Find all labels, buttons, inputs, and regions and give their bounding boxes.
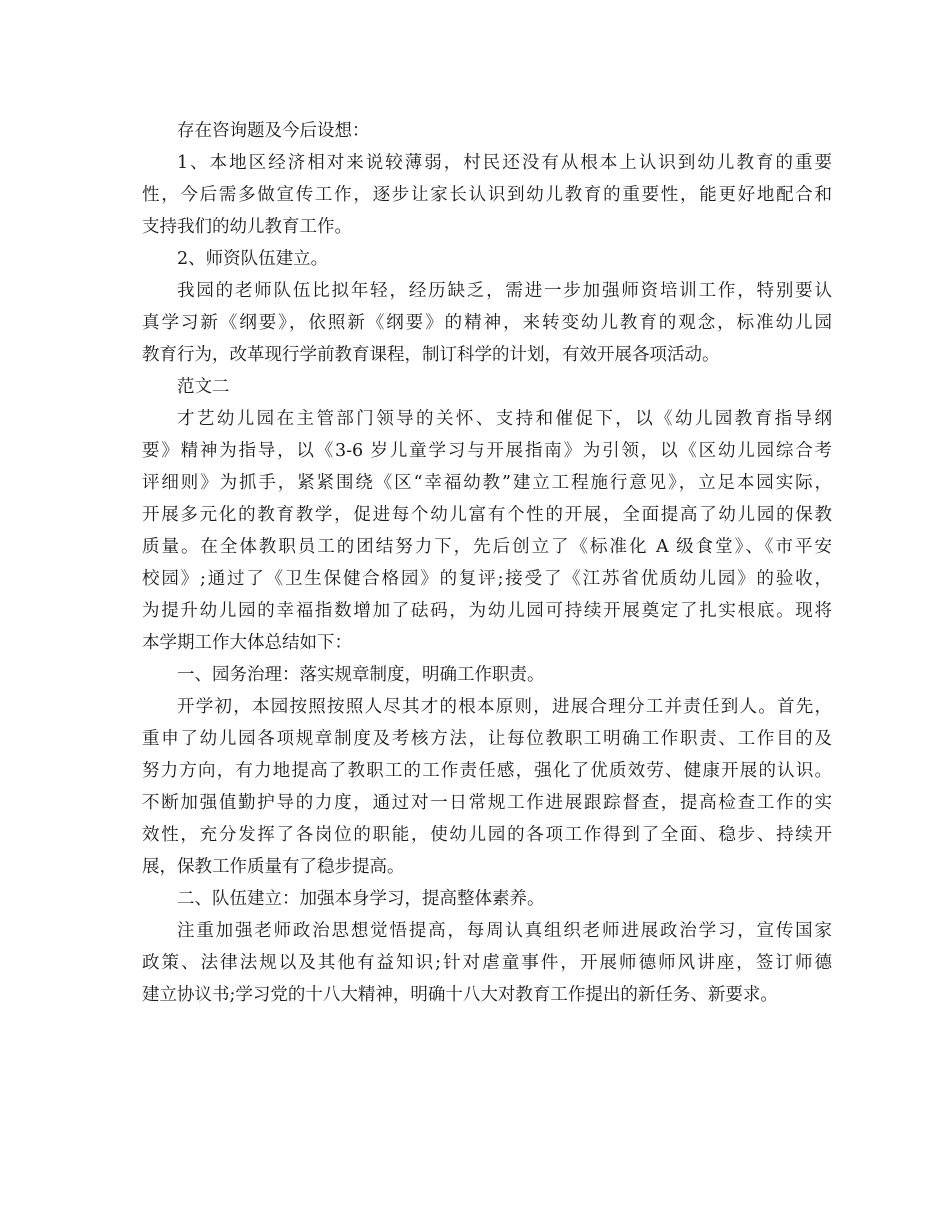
text-line: 要》精神为指导，以《3-6 岁儿童学习与开展指南》为引领，以《区幼儿园综合考 (142, 441, 832, 461)
text-line: 本学期工作大体总结如下： (142, 633, 352, 653)
paragraph (142, 115, 832, 147)
text-line: 校园》;通过了《卫生保健合格园》的复评;接受了《江苏省优质幼儿园》的验收， (142, 569, 832, 589)
text-line: 建立协议书;学习党的十八大精神，明确十八大对教育工作提出的新任务、新要求。 (142, 985, 778, 1005)
paragraph (142, 243, 832, 275)
text-line: 为提升幼儿园的幸福指数增加了砝码，为幼儿园可持续开展奠定了扎实根底。现将 (142, 601, 832, 621)
text-line: 评细则》为抓手，紧紧围绕《区“幸福幼教”建立工程施行意见》，立足本园实际， (142, 473, 832, 493)
paragraph (142, 371, 832, 403)
text-line: 存在咨询题及今后设想： (177, 121, 370, 141)
paragraph (142, 275, 832, 371)
text-line: 性，今后需多做宣传工作，逐步让家长认识到幼儿教育的重要性，能更好地配合和 (142, 185, 832, 205)
text-line: 我园的老师队伍比拟年轻，经历缺乏，需进一步加强师资培训工作，特别要认 (177, 281, 832, 301)
text-line: 开展多元化的教育教学，促进每个幼儿富有个性的开展，全面提高了幼儿园的保教 (142, 505, 832, 525)
paragraph (142, 659, 832, 691)
text-line: 展，保教工作质量有了稳步提高。 (142, 857, 405, 877)
text-line: 二、队伍建立：加强本身学习，提高整体素养。 (177, 889, 545, 909)
text-line: 质量。在全体教职员工的团结努力下，先后创立了《标准化 A 级食堂》、《市平安 (142, 537, 832, 557)
text-line: 重申了幼儿园各项规章制度及考核方法，让每位教职工明确工作职责、工作目的及 (142, 729, 832, 749)
text-line: 政策、法律法规以及其他有益知识;针对虐童事件，开展师德师风讲座，签订师德 (142, 953, 832, 973)
text-line: 开学初，本园按照按照人尽其才的根本原则，进展合理分工并责任到人。首先， (177, 697, 832, 717)
paragraph (142, 147, 832, 243)
text-line: 真学习新《纲要》，依照新《纲要》的精神，来转变幼儿教育的观念，标准幼儿园 (142, 313, 832, 333)
text-line: 注重加强老师政治思想觉悟提高，每周认真组织老师进展政治学习，宣传国家 (177, 921, 832, 941)
paragraph (142, 915, 832, 1011)
text-line: 1、本地区经济相对来说较薄弱，村民还没有从根本上认识到幼儿教育的重要 (177, 153, 832, 173)
text-line: 不断加强值勤护导的力度，通过对一日常规工作进展跟踪督查，提高检查工作的实 (142, 793, 832, 813)
text-line: 努力方向，有力地提高了教职工的工作责任感，强化了优质效劳、健康开展的认识。 (142, 761, 832, 781)
text-line: 2、师资队伍建立。 (177, 249, 329, 269)
paragraph (142, 883, 832, 915)
text-line: 才艺幼儿园在主管部门领导的关怀、支持和催促下，以《幼儿园教育指导纲 (177, 409, 832, 429)
text-line: 范文二 (177, 377, 230, 397)
paragraph (142, 403, 832, 659)
text-line: 教育行为，改革现行学前教育课程，制订科学的计划，有效开展各项活动。 (142, 345, 720, 365)
text-line: 支持我们的幼儿教育工作。 (142, 217, 352, 237)
document-body (142, 115, 832, 1011)
paragraph (142, 691, 832, 883)
text-line: 效性，充分发挥了各岗位的职能，使幼儿园的各项工作得到了全面、稳步、持续开 (142, 825, 832, 845)
text-line: 一、园务治理：落实规章制度，明确工作职责。 (177, 665, 545, 685)
